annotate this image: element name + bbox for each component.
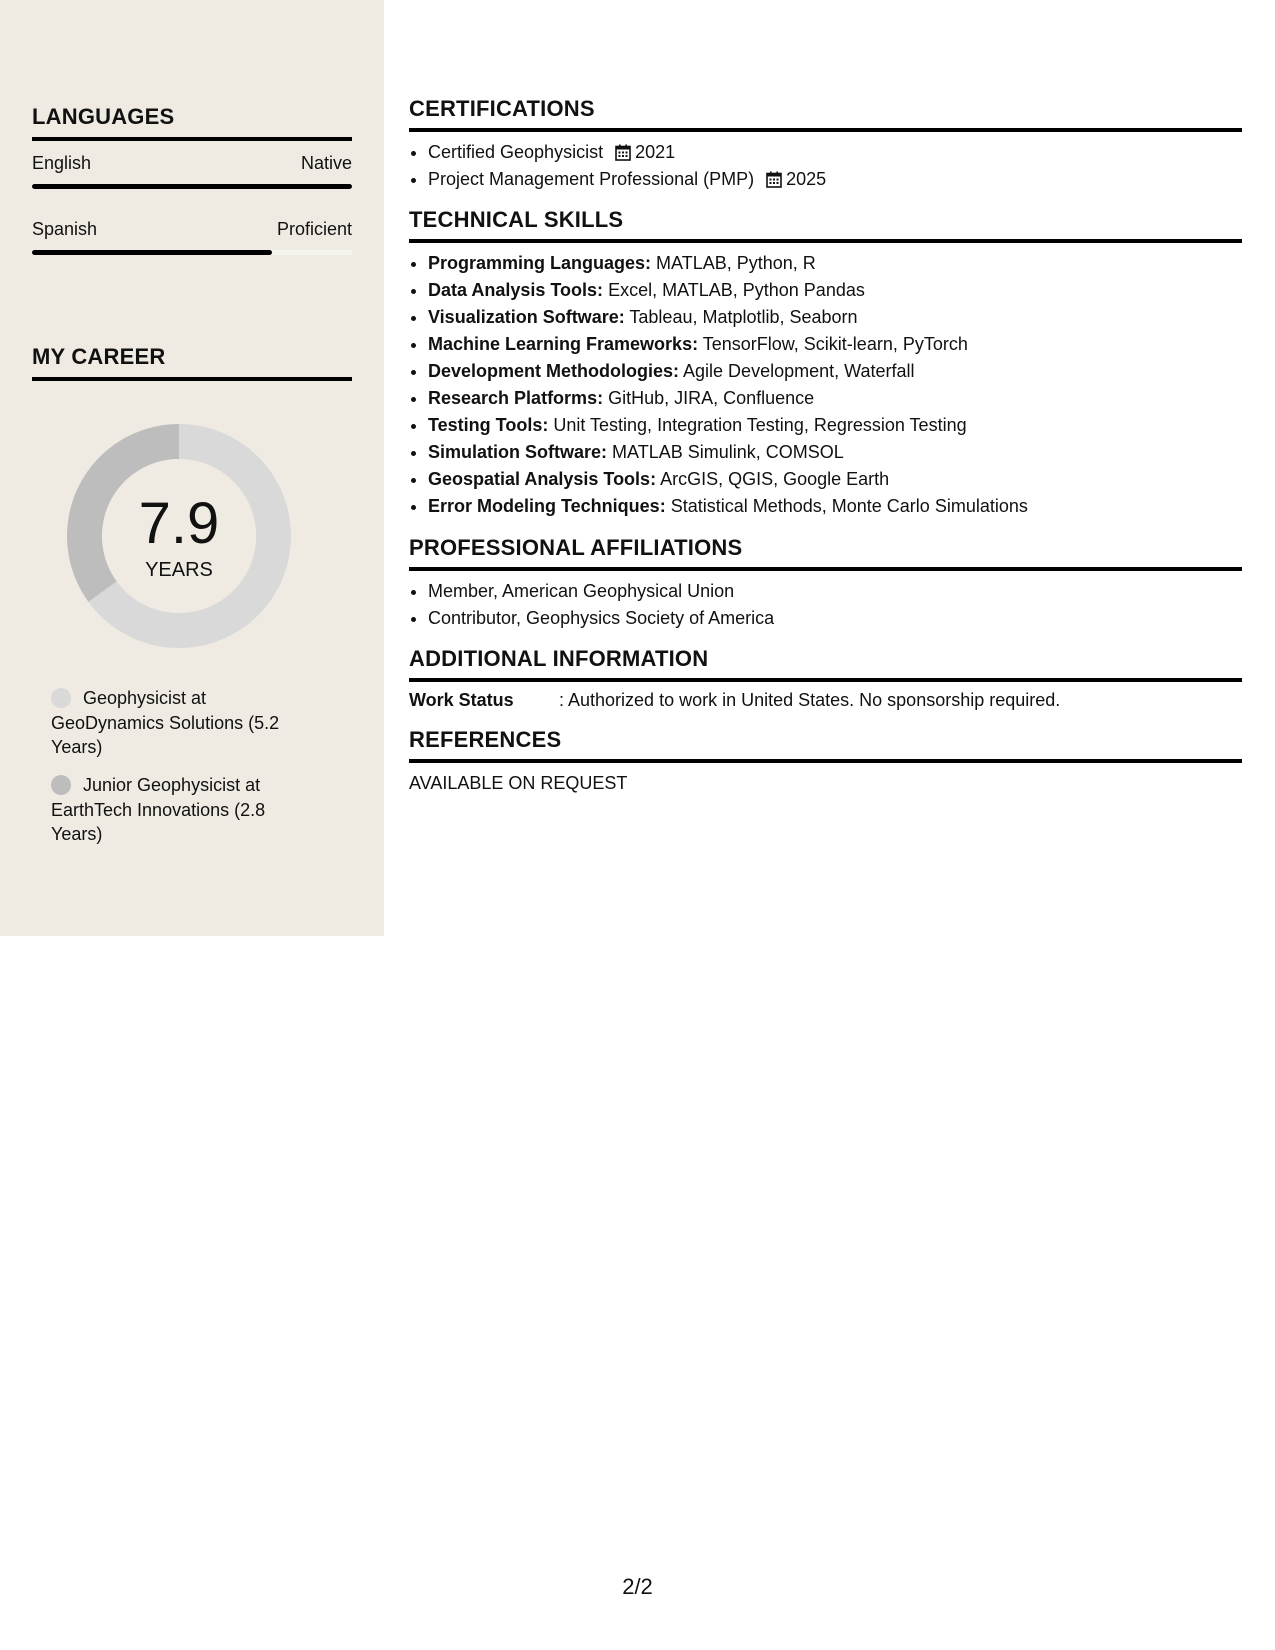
certification-name: Project Management Professional (PMP) xyxy=(428,169,755,189)
work-status-value: : Authorized to work in United States. No sponsorship required. xyxy=(559,690,1061,710)
skill-label: Simulation Software: xyxy=(428,442,608,462)
skill-value: TensorFlow, Scikit-learn, PyTorch xyxy=(702,334,968,354)
certification-item xyxy=(428,166,1242,193)
language-name: English xyxy=(32,153,92,173)
sidebar xyxy=(0,0,384,936)
career-donut-chart xyxy=(66,423,292,649)
skill-label: Research Platforms: xyxy=(428,388,604,408)
languages-section xyxy=(32,104,352,255)
skill-value: Tableau, Matplotlib, Seaborn xyxy=(629,307,858,327)
skill-label: Machine Learning Frameworks: xyxy=(428,334,699,354)
skill-item xyxy=(428,304,1242,331)
work-status-row xyxy=(409,690,1242,711)
certification-year: 2021 xyxy=(635,142,676,162)
language-item xyxy=(32,219,352,255)
skill-value: ArcGIS, QGIS, Google Earth xyxy=(660,469,890,489)
calendar-icon xyxy=(766,171,782,188)
calendar-icon xyxy=(615,144,631,161)
skill-label: Development Methodologies: xyxy=(428,361,680,381)
career-legend-label: Geophysicist at GeoDynamics Solutions (5.2 Years) xyxy=(51,688,280,757)
certification-year: 2025 xyxy=(786,169,827,189)
skill-label: Visualization Software: xyxy=(428,307,625,327)
skill-label: Programming Languages: xyxy=(428,253,652,273)
certification-item xyxy=(428,139,1242,166)
references-heading: REFERENCES xyxy=(409,727,1242,763)
career-total-value: 7.9 xyxy=(138,491,220,556)
references-text: AVAILABLE ON REQUEST xyxy=(409,773,628,793)
additional-info-section xyxy=(409,646,1242,711)
skill-value: Statistical Methods, Monte Carlo Simulations xyxy=(670,496,1028,516)
language-level: Native xyxy=(300,153,352,173)
language-name: Spanish xyxy=(32,219,98,239)
career-legend-item xyxy=(51,686,301,760)
language-proficiency-fill xyxy=(32,250,272,255)
certifications-list xyxy=(409,139,1242,193)
career-heading: MY CAREER xyxy=(32,344,352,381)
skill-item xyxy=(428,331,1242,358)
skill-label: Testing Tools: xyxy=(428,415,549,435)
language-proficiency-bar xyxy=(32,184,352,189)
additional-info-heading: ADDITIONAL INFORMATION xyxy=(409,646,1242,682)
skill-value: Unit Testing, Integration Testing, Regression Testing xyxy=(553,415,967,435)
skill-item xyxy=(428,412,1242,439)
skill-item xyxy=(428,439,1242,466)
skill-item xyxy=(428,358,1242,385)
references-section xyxy=(409,727,1242,794)
language-item xyxy=(32,153,352,189)
career-total-unit: YEARS xyxy=(145,559,213,581)
skill-item xyxy=(428,385,1242,412)
skill-label: Geospatial Analysis Tools: xyxy=(428,469,657,489)
page-number: 2/2 xyxy=(622,1574,653,1599)
affiliation-item: • Member, American Geophysical Union xyxy=(428,578,1242,605)
language-proficiency-bar xyxy=(32,250,352,255)
work-status-label: Work Status xyxy=(409,690,514,710)
technical-skills-heading: TECHNICAL SKILLS xyxy=(409,207,1242,243)
skill-value: GitHub, JIRA, Confluence xyxy=(608,388,815,408)
technical-skills-list xyxy=(409,250,1242,520)
language-level: Proficient xyxy=(276,219,352,239)
skill-item xyxy=(428,277,1242,304)
skill-value: Excel, MATLAB, Python Pandas xyxy=(608,280,865,300)
languages-heading: LANGUAGES xyxy=(32,104,352,141)
career-section xyxy=(32,344,352,381)
affiliations-heading: PROFESSIONAL AFFILIATIONS xyxy=(409,535,1242,571)
skill-item xyxy=(428,493,1242,520)
career-legend-item xyxy=(51,773,301,847)
skill-value: MATLAB, Python, R xyxy=(656,253,816,273)
skill-value: MATLAB Simulink, COMSOL xyxy=(612,442,844,462)
legend-dot xyxy=(51,688,71,708)
certifications-section xyxy=(409,96,1242,193)
skill-label: Error Modeling Techniques: xyxy=(428,496,666,516)
affiliations-list xyxy=(409,578,1242,632)
legend-dot xyxy=(51,775,71,795)
skill-value: Agile Development, Waterfall xyxy=(683,361,915,381)
certification-name: Certified Geophysicist xyxy=(428,142,604,162)
skill-item xyxy=(428,466,1242,493)
skill-item xyxy=(428,250,1242,277)
affiliation-item: • Contributor, Geophysics Society of America xyxy=(428,605,1242,632)
technical-skills-section xyxy=(409,207,1242,520)
career-legend-label: Junior Geophysicist at EarthTech Innovations (2.8 Years) xyxy=(51,775,266,844)
affiliations-section xyxy=(409,535,1242,632)
certifications-heading: CERTIFICATIONS xyxy=(409,96,1242,132)
skill-label: Data Analysis Tools: xyxy=(428,280,604,300)
language-proficiency-fill xyxy=(32,184,352,189)
